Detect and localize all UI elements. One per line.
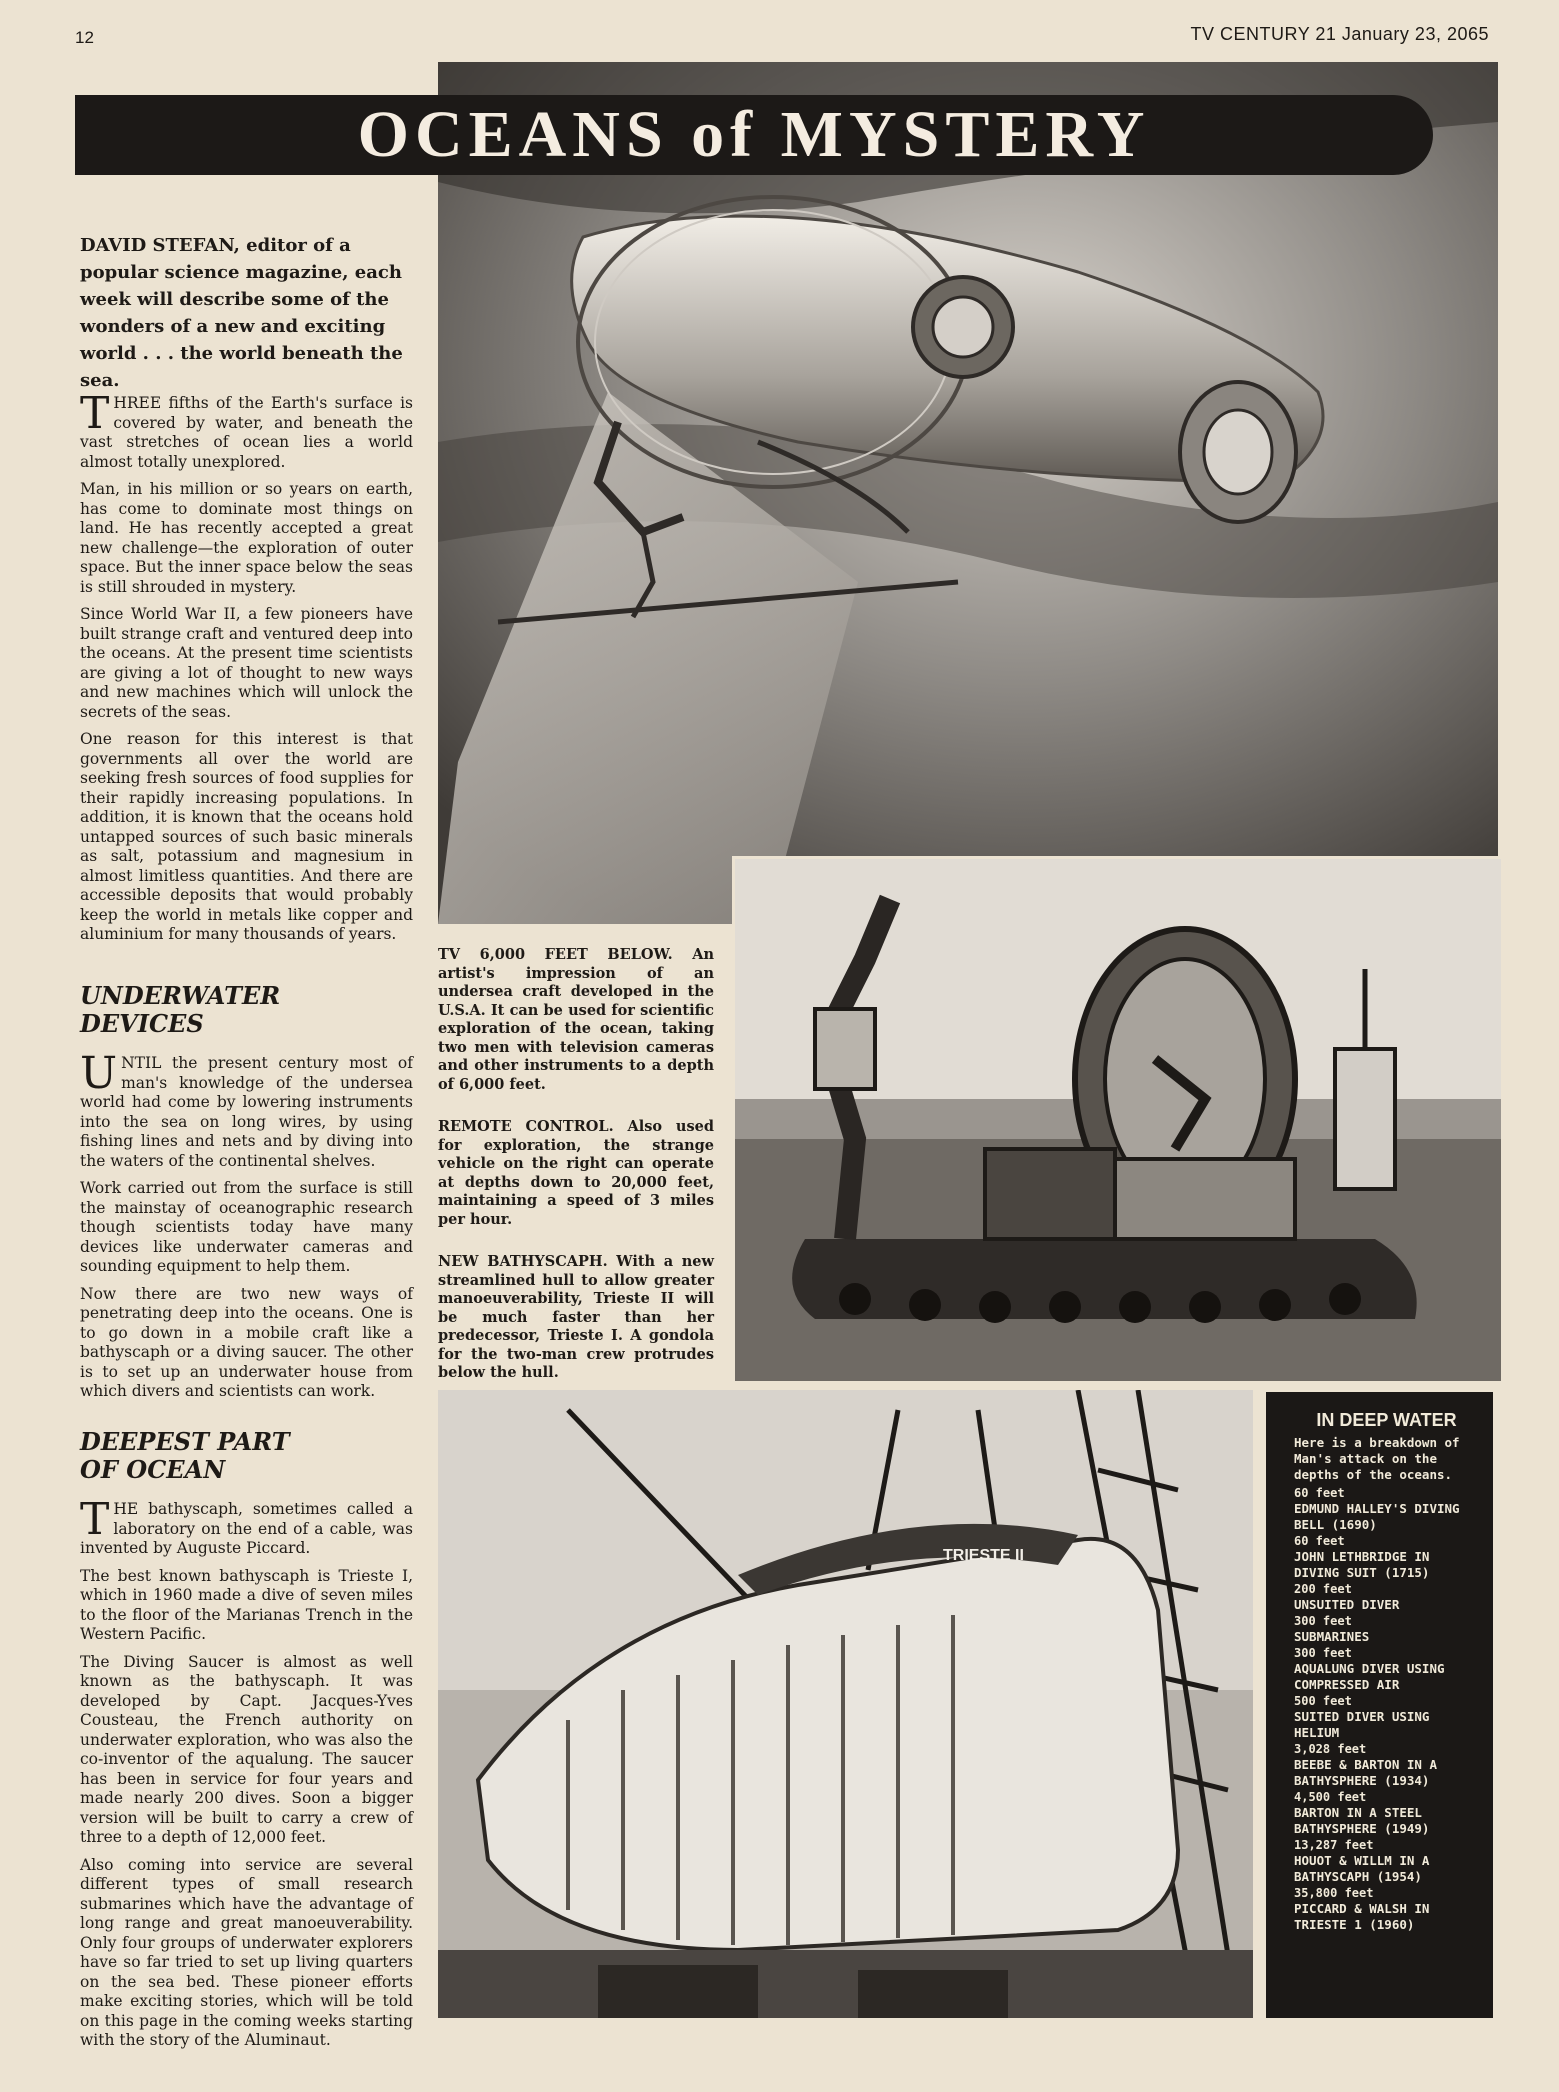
depth-record — [1294, 1837, 1479, 1885]
paragraph: THREE fifths of the Earth's surface is covered by water, and beneath the vast stretches of ocean lies a world almost totally unexplored. — [80, 388, 413, 471]
depth-record — [1294, 1485, 1479, 1533]
paragraph: Also coming into service are several different types of small research submarines which have the advantage of long range and great manoeuverability. Only four groups of underwater explorers have so far tried to set up living quarters on the sea bed. These pioneer efforts make exciting stories, which will be told on this page in the coming weeks starting with the story of the Aluminaut. — [80, 1855, 413, 2049]
running-header: TV CENTURY 21 January 23, 2065 — [1190, 24, 1489, 44]
section-heading — [80, 982, 413, 1038]
photo-captions — [438, 946, 714, 1407]
page-number: 12 — [75, 28, 94, 47]
hull-marking: TRIESTE II — [943, 1547, 1024, 1564]
depth-value: 300 feet — [1294, 1646, 1352, 1660]
depth-value: 300 feet — [1294, 1614, 1352, 1628]
heading-line: UNDERWATER — [80, 981, 281, 1010]
depth-label: SUBMARINES — [1294, 1629, 1370, 1644]
depth-value: 60 feet — [1294, 1486, 1345, 1500]
depth-value: 500 feet — [1294, 1694, 1352, 1708]
paragraph: THE bathyscaph, sometimes called a laboratory on the end of a cable, was invented by Auguste Piccard. — [80, 1494, 413, 1557]
paragraph: Man, in his million or so years on earth, has come to dominate most things on land. He has recently accepted a great new challenge—the exploration of outer space. But the inner space below the seas is still shrouded in mystery. — [80, 480, 413, 596]
section-underwater-devices — [80, 982, 413, 1410]
depth-label: AQUALUNG DIVER USING COMPRESSED AIR — [1294, 1661, 1445, 1692]
depth-label: JOHN LETHBRIDGE IN DIVING SUIT (1715) — [1294, 1549, 1430, 1580]
depth-record — [1294, 1789, 1479, 1837]
caption-new-bathyscaph: NEW BATHYSCAPH. With a new streamlined hull to allow greater manoeuverability, Trieste II will be much faster than her predecessor, Trieste I. A gondola for the two-man crew protrudes below the hull. — [438, 1253, 714, 1381]
depth-label: HOUOT & WILLM IN A BATHYSCAPH (1954) — [1294, 1853, 1430, 1884]
trieste-ii-photo — [438, 1390, 1253, 2018]
undersea-craft-illustration — [438, 62, 1498, 924]
depth-value: 13,287 feet — [1294, 1838, 1374, 1852]
depth-record — [1294, 1693, 1479, 1741]
depth-label: UNSUITED DIVER — [1294, 1597, 1400, 1612]
depth-value: 4,500 feet — [1294, 1790, 1367, 1804]
depth-record — [1294, 1613, 1479, 1645]
depth-record — [1294, 1741, 1479, 1789]
depth-record — [1294, 1885, 1479, 1933]
paragraph: One reason for this interest is that governments all over the world are seeking fresh sources of food supplies for their rapidly increasing populations. In addition, it is known that the oceans hold untapped sources of such basic minerals as salt, potassium and magnesium in almost limitless quantities. And there are accessible deposits that would probably keep the world in metals like copper and aluminium for many thousands of years. — [80, 730, 413, 943]
depth-record — [1294, 1581, 1479, 1613]
section-deepest-part — [80, 1428, 413, 2059]
depth-record — [1294, 1533, 1479, 1581]
depth-value: 60 feet — [1294, 1534, 1345, 1548]
page-title: OCEANS of MYSTERY — [357, 98, 1151, 171]
article-column-intro — [80, 388, 413, 953]
depth-label: EDMUND HALLEY'S DIVING BELL (1690) — [1294, 1501, 1460, 1532]
remote-control-vehicle-photo — [732, 856, 1504, 1384]
heading-line: OF OCEAN — [80, 1455, 226, 1484]
depth-label: BARTON IN A STEEL BATHYSPHERE (1949) — [1294, 1805, 1430, 1836]
heading-line: DEEPEST PART — [80, 1427, 290, 1456]
sidebar-title: IN DEEP WATER — [1316, 1410, 1457, 1430]
title-banner — [75, 95, 1433, 175]
depth-label: BEEBE & BARTON IN A BATHYSPHERE (1934) — [1294, 1757, 1437, 1788]
depth-value: 200 feet — [1294, 1582, 1352, 1596]
depth-value: 3,028 feet — [1294, 1742, 1367, 1756]
heading-line: DEVICES — [80, 1009, 204, 1038]
in-deep-water-sidebar — [1266, 1392, 1493, 2018]
paragraph: Since World War II, a few pioneers have built strange craft and ventured deep into the oceans. At the present time scientists are giving a lot of thought to new ways and new machines which will unlock the secrets of the seas. — [80, 605, 413, 721]
depth-label: PICCARD & WALSH IN TRIESTE 1 (1960) — [1294, 1901, 1430, 1932]
paragraph: Now there are two new ways of penetrating deep into the oceans. One is to go down in a mobile craft like a bathyscaph or a diving saucer. The other is to set up an underwater house from which divers and scientists can work. — [80, 1284, 413, 1400]
section-heading — [80, 1428, 413, 1484]
depth-record — [1294, 1645, 1479, 1693]
paragraph: The best known bathyscaph is Trieste I, which in 1960 made a dive of seven miles to the floor of the Marianas Trench in the Western Pacific. — [80, 1566, 413, 1643]
caption-remote-control: REMOTE CONTROL. Also used for exploration, the strange vehicle on the right can operate at depths down to 20,000 feet, maintaining a speed of 3 miles per hour. — [438, 1118, 714, 1228]
depth-label: SUITED DIVER USING HELIUM — [1294, 1709, 1430, 1740]
sidebar-intro: Here is a breakdown of Man's attack on the depths of the oceans. — [1294, 1435, 1460, 1482]
standfirst: DAVID STEFAN, editor of a popular science magazine, each week will describe some of the wonders of a new and exciting world . . . the world beneath the sea. — [80, 235, 403, 391]
depth-value: 35,800 feet — [1294, 1886, 1374, 1900]
paragraph: UNTIL the present century most of man's knowledge of the undersea world had come by lowering instruments into the sea on long wires, by using fishing lines and nets and by diving into the waters of the continental shelves. — [80, 1048, 413, 1170]
paragraph: The Diving Saucer is almost as well known as the bathyscaph. It was developed by Capt. Jacques-Yves Cousteau, the French authority on underwater exploration, who was also the co-inventor of the aqualung. The saucer has been in service for four years and made nearly 200 dives. Soon a bigger version will be built to carry a crew of three to a depth of 12,000 feet. — [80, 1652, 413, 1846]
paragraph: Work carried out from the surface is still the mainstay of oceanographic research though scientists today have many devices like underwater cameras and sounding equipment to help them. — [80, 1179, 413, 1275]
caption-tv-6000-feet: TV 6,000 FEET BELOW. An artist's impression of an undersea craft developed in the U.S.A. It can be used for scientific exploration of the ocean, taking two men with television cameras and other instruments to a depth of 6,000 feet. — [438, 946, 714, 1093]
